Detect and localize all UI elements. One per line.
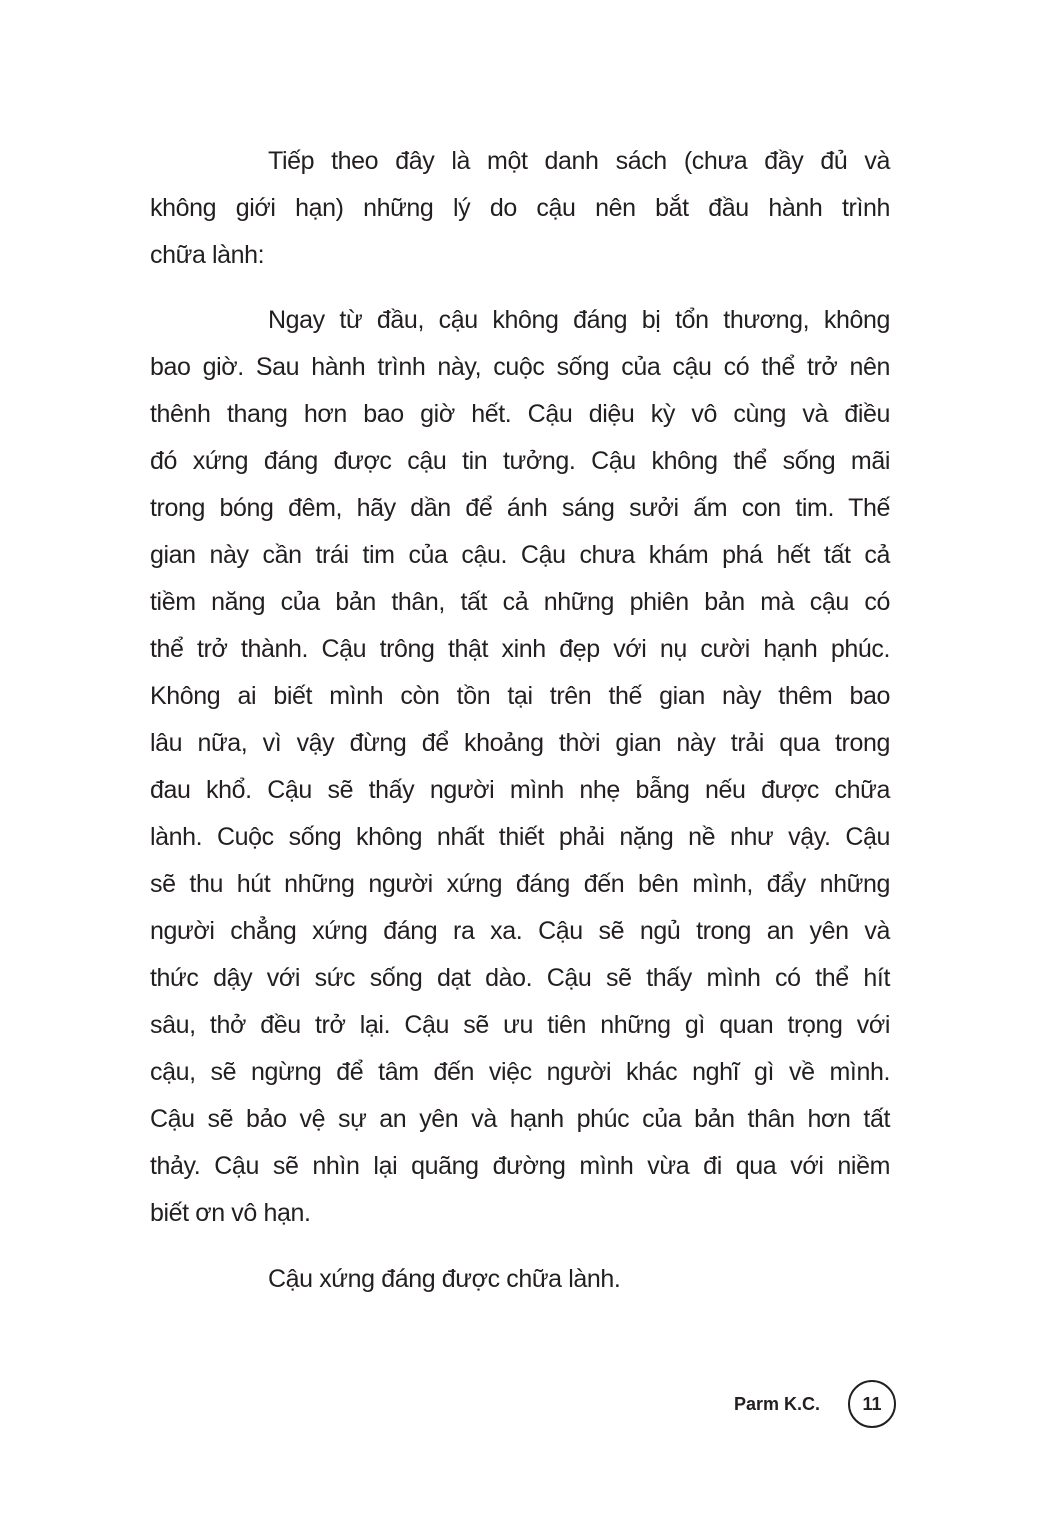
text-line: thảy. Cậu sẽ nhìn lại quãng đường mình vừa đi qua với niềm xyxy=(150,1152,890,1180)
text-line: sâu, thở đều trở lại. Cậu sẽ ưu tiên những gì quan trọng với xyxy=(150,1011,890,1039)
text-line: không giới hạn) những lý do cậu nên bắt đầu hành trình xyxy=(150,194,890,222)
text-line: trong bóng đêm, hãy dần để ánh sáng sưởi ấm con tim. Thế xyxy=(150,494,890,522)
text-line: bao giờ. Sau hành trình này, cuộc sống của cậu có thể trở nên xyxy=(150,353,890,381)
text-line: gian này cần trái tim của cậu. Cậu chưa khám phá hết tất cả xyxy=(150,541,890,569)
text-line: sẽ thu hút những người xứng đáng đến bên mình, đẩy những xyxy=(150,870,890,898)
text-line: Không ai biết mình còn tồn tại trên thế gian này thêm bao xyxy=(150,682,890,710)
page-number: 11 xyxy=(848,1380,896,1428)
paragraph-closing xyxy=(150,1256,890,1303)
running-author: Parm K.C. xyxy=(733,1394,820,1414)
text-line: chữa lành: xyxy=(150,241,265,269)
text-line: lâu nữa, vì vậy đừng để khoảng thời gian này trải qua trong xyxy=(150,729,890,757)
text-line: lành. Cuộc sống không nhất thiết phải nặng nề như vậy. Cậu xyxy=(150,823,890,851)
text-line: Cậu sẽ bảo vệ sự an yên và hạnh phúc của bản thân hơn tất xyxy=(150,1105,890,1133)
text-line: tiềm năng của bản thân, tất cả những phiên bản mà cậu có xyxy=(150,588,890,616)
page-footer xyxy=(700,1380,896,1428)
text-line: đau khổ. Cậu sẽ thấy người mình nhẹ bẫng nếu được chữa xyxy=(150,776,890,804)
paragraph-reasons xyxy=(150,297,890,1237)
text-line: cậu, sẽ ngừng để tâm đến việc người khác nghĩ gì về mình. xyxy=(150,1058,890,1086)
text-line: Ngay từ đầu, cậu không đáng bị tổn thương, không xyxy=(268,306,890,334)
text-line: thể trở thành. Cậu trông thật xinh đẹp với nụ cười hạnh phúc. xyxy=(150,635,890,663)
text-line: người chẳng xứng đáng ra xa. Cậu sẽ ngủ trong an yên và xyxy=(150,917,890,945)
text-line: đó xứng đáng được cậu tin tưởng. Cậu không thể sống mãi xyxy=(150,447,890,475)
text-line: thức dậy với sức sống dạt dào. Cậu sẽ thấy mình có thể hít xyxy=(150,964,890,992)
text-line: thênh thang hơn bao giờ hết. Cậu diệu kỳ vô cùng và điều xyxy=(150,400,890,428)
paragraph-intro xyxy=(150,138,890,279)
text-line: Cậu xứng đáng được chữa lành. xyxy=(268,1265,621,1293)
text-line: biết ơn vô hạn. xyxy=(150,1199,311,1227)
text-line: Tiếp theo đây là một danh sách (chưa đầy đủ và xyxy=(268,147,890,175)
